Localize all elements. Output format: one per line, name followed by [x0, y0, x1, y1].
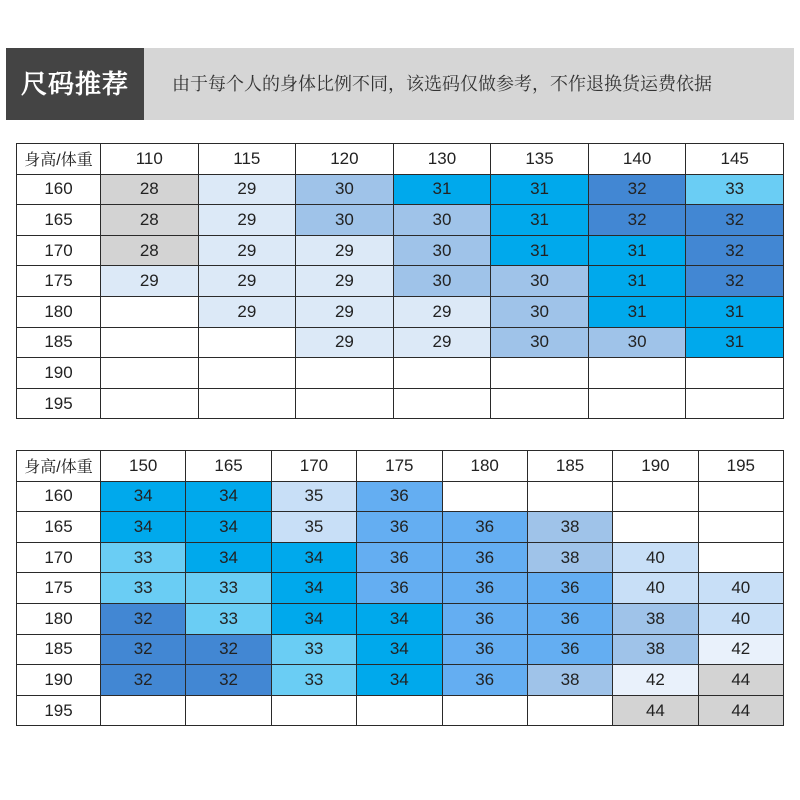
size-cell: 29 — [198, 205, 296, 236]
size-cell — [698, 542, 783, 573]
size-cell: 36 — [357, 512, 442, 543]
size-cell: 36 — [357, 481, 442, 512]
height-row-header: 195 — [17, 695, 101, 726]
size-cell: 38 — [527, 542, 612, 573]
size-cell: 32 — [588, 205, 686, 236]
size-cell — [686, 358, 784, 389]
table-row — [17, 327, 784, 358]
size-cell: 31 — [588, 296, 686, 327]
table-row — [17, 665, 784, 696]
table-row — [17, 174, 784, 205]
size-cell — [698, 481, 783, 512]
height-row-header: 160 — [17, 481, 101, 512]
size-cell: 34 — [186, 481, 271, 512]
size-cell — [588, 358, 686, 389]
weight-column-header: 180 — [442, 451, 527, 482]
size-cell: 31 — [588, 266, 686, 297]
size-cell: 34 — [271, 542, 356, 573]
size-cell: 31 — [686, 327, 784, 358]
height-row-header: 180 — [17, 296, 101, 327]
height-row-header: 165 — [17, 512, 101, 543]
size-cell: 38 — [613, 603, 698, 634]
size-cell — [442, 695, 527, 726]
table-row — [17, 358, 784, 389]
height-row-header: 165 — [17, 205, 101, 236]
size-cell: 30 — [296, 174, 394, 205]
size-cell: 36 — [527, 573, 612, 604]
size-cell — [101, 296, 199, 327]
size-cell: 40 — [698, 603, 783, 634]
weight-column-header: 130 — [393, 144, 491, 175]
size-cell — [198, 388, 296, 419]
weight-column-header: 145 — [686, 144, 784, 175]
size-cell: 33 — [686, 174, 784, 205]
size-cell — [393, 358, 491, 389]
size-cell: 32 — [101, 603, 186, 634]
size-cell: 31 — [393, 174, 491, 205]
table-header-row — [17, 451, 784, 482]
size-cell: 29 — [296, 235, 394, 266]
size-cell: 42 — [698, 634, 783, 665]
size-cell — [527, 695, 612, 726]
weight-column-header: 150 — [101, 451, 186, 482]
height-row-header: 180 — [17, 603, 101, 634]
size-cell — [296, 358, 394, 389]
size-cell: 44 — [698, 695, 783, 726]
size-cell: 33 — [101, 542, 186, 573]
size-cell: 34 — [186, 542, 271, 573]
size-cell: 32 — [588, 174, 686, 205]
table-row — [17, 481, 784, 512]
size-cell: 31 — [491, 174, 589, 205]
size-cell: 33 — [101, 573, 186, 604]
table-row — [17, 603, 784, 634]
size-cell: 38 — [527, 512, 612, 543]
height-row-header: 170 — [17, 542, 101, 573]
size-cell — [393, 388, 491, 419]
size-cell: 30 — [588, 327, 686, 358]
size-cell: 36 — [442, 634, 527, 665]
height-row-header: 175 — [17, 266, 101, 297]
size-cell: 33 — [271, 665, 356, 696]
size-cell — [698, 512, 783, 543]
height-row-header: 190 — [17, 358, 101, 389]
size-cell: 28 — [101, 205, 199, 236]
weight-column-header: 185 — [527, 451, 612, 482]
size-cell: 29 — [198, 174, 296, 205]
size-cell: 36 — [442, 573, 527, 604]
weight-column-header: 170 — [271, 451, 356, 482]
size-cell: 32 — [686, 235, 784, 266]
disclaimer-note: 由于每个人的身体比例不同，该选码仅做参考，不作退换货运费依据 — [172, 74, 712, 94]
weight-column-header: 190 — [613, 451, 698, 482]
size-cell: 34 — [357, 665, 442, 696]
size-cell: 34 — [101, 481, 186, 512]
size-cell: 44 — [613, 695, 698, 726]
size-cell: 33 — [186, 573, 271, 604]
size-cell: 33 — [186, 603, 271, 634]
height-row-header: 185 — [17, 634, 101, 665]
size-cell — [613, 481, 698, 512]
size-cell: 42 — [613, 665, 698, 696]
size-cell: 34 — [101, 512, 186, 543]
size-cell: 36 — [442, 665, 527, 696]
size-cell: 29 — [296, 296, 394, 327]
size-cell — [442, 481, 527, 512]
size-cell: 38 — [613, 634, 698, 665]
size-cell: 30 — [393, 235, 491, 266]
size-cell: 30 — [393, 205, 491, 236]
size-cell: 40 — [613, 573, 698, 604]
size-cell: 30 — [393, 266, 491, 297]
size-cell: 31 — [588, 235, 686, 266]
size-cell: 38 — [527, 665, 612, 696]
size-cell: 33 — [271, 634, 356, 665]
size-cell — [588, 388, 686, 419]
size-cell: 29 — [198, 235, 296, 266]
size-cell: 34 — [271, 603, 356, 634]
size-cell: 30 — [491, 296, 589, 327]
table-header-row — [17, 144, 784, 175]
table-row — [17, 296, 784, 327]
size-cell: 32 — [101, 665, 186, 696]
table-row — [17, 512, 784, 543]
table-row — [17, 573, 784, 604]
size-cell: 36 — [527, 603, 612, 634]
size-cell — [527, 481, 612, 512]
size-cell — [101, 358, 199, 389]
weight-column-header: 195 — [698, 451, 783, 482]
size-table-1 — [16, 143, 784, 419]
height-row-header: 190 — [17, 665, 101, 696]
size-cell: 29 — [198, 296, 296, 327]
size-cell: 28 — [101, 235, 199, 266]
size-cell — [686, 388, 784, 419]
height-row-header: 185 — [17, 327, 101, 358]
size-cell: 31 — [686, 296, 784, 327]
size-table-2 — [16, 450, 784, 726]
weight-column-header: 110 — [101, 144, 199, 175]
size-cell: 30 — [296, 205, 394, 236]
size-cell — [296, 388, 394, 419]
size-cell: 36 — [357, 573, 442, 604]
size-cell: 29 — [393, 327, 491, 358]
table-row — [17, 266, 784, 297]
size-cell: 30 — [491, 327, 589, 358]
weight-column-header: 120 — [296, 144, 394, 175]
size-cell: 34 — [357, 603, 442, 634]
header-bar — [6, 48, 794, 120]
size-cell — [357, 695, 442, 726]
size-cell: 34 — [357, 634, 442, 665]
size-cell: 36 — [442, 542, 527, 573]
weight-column-header: 135 — [491, 144, 589, 175]
table-row — [17, 695, 784, 726]
corner-header: 身高/体重 — [17, 144, 101, 175]
size-cell: 32 — [186, 665, 271, 696]
size-cell — [198, 358, 296, 389]
table-row — [17, 235, 784, 266]
size-cell — [101, 327, 199, 358]
size-cell: 30 — [491, 266, 589, 297]
page-title: 尺码推荐 — [6, 48, 144, 120]
table-row — [17, 205, 784, 236]
table-row — [17, 542, 784, 573]
size-cell: 34 — [186, 512, 271, 543]
size-cell — [186, 695, 271, 726]
size-cell: 32 — [686, 266, 784, 297]
height-row-header: 170 — [17, 235, 101, 266]
size-cell: 28 — [101, 174, 199, 205]
table-row — [17, 388, 784, 419]
size-cell — [101, 388, 199, 419]
weight-column-header: 115 — [198, 144, 296, 175]
size-cell: 36 — [527, 634, 612, 665]
size-cell: 29 — [198, 266, 296, 297]
size-cell: 35 — [271, 512, 356, 543]
size-cell: 36 — [357, 542, 442, 573]
size-cell — [613, 512, 698, 543]
size-cell: 32 — [101, 634, 186, 665]
table-row — [17, 634, 784, 665]
weight-column-header: 165 — [186, 451, 271, 482]
height-row-header: 195 — [17, 388, 101, 419]
size-cell: 29 — [393, 296, 491, 327]
size-cell: 34 — [271, 573, 356, 604]
height-row-header: 160 — [17, 174, 101, 205]
size-cell — [101, 695, 186, 726]
size-cell — [271, 695, 356, 726]
size-cell: 29 — [101, 266, 199, 297]
size-cell — [491, 358, 589, 389]
size-cell: 35 — [271, 481, 356, 512]
size-cell: 36 — [442, 603, 527, 634]
corner-header: 身高/体重 — [17, 451, 101, 482]
size-cell: 29 — [296, 327, 394, 358]
size-cell: 40 — [698, 573, 783, 604]
size-cell: 29 — [296, 266, 394, 297]
size-cell: 40 — [613, 542, 698, 573]
size-cell — [491, 388, 589, 419]
size-cell: 32 — [686, 205, 784, 236]
size-cell: 31 — [491, 205, 589, 236]
height-row-header: 175 — [17, 573, 101, 604]
size-cell: 44 — [698, 665, 783, 696]
weight-column-header: 175 — [357, 451, 442, 482]
size-cell: 32 — [186, 634, 271, 665]
size-cell: 36 — [442, 512, 527, 543]
weight-column-header: 140 — [588, 144, 686, 175]
size-cell — [198, 327, 296, 358]
size-cell: 31 — [491, 235, 589, 266]
